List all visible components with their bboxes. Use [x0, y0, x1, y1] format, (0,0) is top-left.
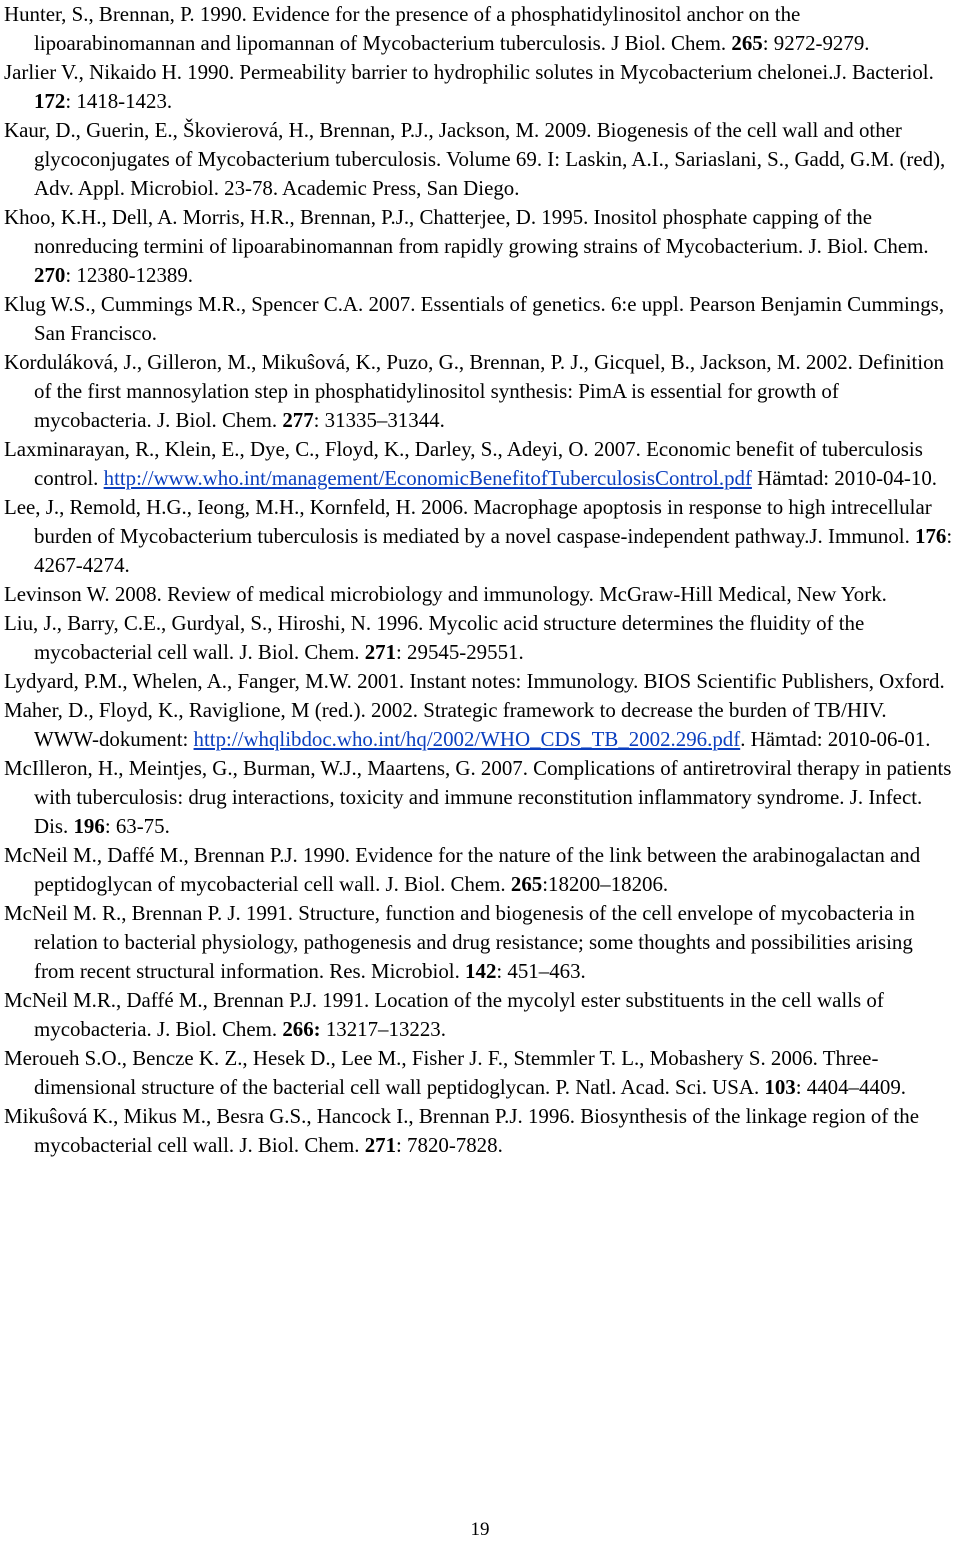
page-number: 19 — [470, 1519, 490, 1540]
reference-entry: Laxminarayan, R., Klein, E., Dye, C., Floyd, K., Darley, S., Adeyi, O. 2007. Economic benefit of tuberculosis control. http://www.who.int/management/EconomicBenefitofTuberculosisControl.pdf Hämtad: 2010-04-10. — [4, 437, 937, 490]
reference-entry: Lydyard, P.M., Whelen, A., Fanger, M.W. 2001. Instant notes: Immunology. BIOS Scientific Publishers, Oxford. — [4, 669, 945, 693]
reference-entry: Mikuŝová K., Mikus M., Besra G.S., Hancock I., Brennan P.J. 1996. Biosynthesis of the linkage region of the mycobacterial cell wall. J. Biol. Chem. 271: 7820-7828. — [4, 1104, 920, 1157]
reference-entry: McIlleron, H., Meintjes, G., Burman, W.J., Maartens, G. 2007. Complications of antiretroviral therapy in patients with tuberculosis: drug interactions, toxicity and immune reconstitution inflammatory syndrome. J. Infect. Dis. 196: 63-75. — [4, 756, 952, 838]
reference-link[interactable]: http://whqlibdoc.who.int/hq/2002/WHO_CDS_TB_2002.296.pdf — [193, 727, 741, 751]
reference-entry: McNeil M., Daffé M., Brennan P.J. 1990. Evidence for the nature of the link between the arabinogalactan and peptidoglycan of mycobacterial cell wall. J. Biol. Chem. 265:18200–18206. — [4, 843, 921, 896]
reference-entry: Khoo, K.H., Dell, A. Morris, H.R., Brennan, P.J., Chatterjee, D. 1995. Inositol phosphate capping of the nonreducing termini of lipoarabinomannan from rapidly growing strains of Mycobacterium. J. Biol. Chem. 270: 12380-12389. — [4, 205, 929, 287]
reference-entry: Liu, J., Barry, C.E., Gurdyal, S., Hiroshi, N. 1996. Mycolic acid structure determines the fluidity of the mycobacterial cell wall. J. Biol. Chem. 271: 29545-29551. — [4, 611, 865, 664]
reference-entry: Korduláková, J., Gilleron, M., Mikuŝová, K., Puzo, G., Brennan, P. J., Gicquel, B., Jackson, M. 2002. Definition of the first mannosylation step in phosphatidylinositol synthesis: PimA is essential for growth of mycobacteria. J. Biol. Chem. 277: 31335–31344. — [4, 350, 944, 432]
reference-list — [4, 0, 954, 1160]
reference-entry: Klug W.S., Cummings M.R., Spencer C.A. 2007. Essentials of genetics. 6:e uppl. Pearson Benjamin Cummings, San Francisco. — [4, 292, 945, 345]
reference-entry: Lee, J., Remold, H.G., Ieong, M.H., Kornfeld, H. 2006. Macrophage apoptosis in response to high intrecellular burden of Mycobacterium tuberculosis is mediated by a novel caspase-independent pathway.J. Immunol. 176: 4267-4274. — [4, 495, 953, 577]
reference-entry: McNeil M. R., Brennan P. J. 1991. Structure, function and biogenesis of the cell envelope of mycobacteria in relation to bacterial physiology, pathogenesis and drug resistance; some thoughts and possibilities arising from recent structural information. Res. Microbiol. 142: 451–463. — [4, 901, 915, 983]
reference-entry: Hunter, S., Brennan, P. 1990. Evidence for the presence of a phosphatidylinositol anchor on the lipoarabinomannan and lipomannan of Mycobacterium tuberculosis. J Biol. Chem. 265: 9272-9279. — [4, 2, 870, 55]
reference-entry: McNeil M.R., Daffé M., Brennan P.J. 1991. Location of the mycolyl ester substituents in the cell walls of mycobacteria. J. Biol. Chem. 266: 13217–13223. — [4, 988, 884, 1041]
reference-entry: Kaur, D., Guerin, E., Škovierová, H., Brennan, P.J., Jackson, M. 2009. Biogenesis of the cell wall and other glycoconjugates of Mycobacterium tuberculosis. Volume 69. I: Laskin, A.I., Sariaslani, S., Gadd, G.M. (red), Adv. Appl. Microbiol. 23-78. Academic Press, San Diego. — [4, 118, 946, 200]
reference-entry: Jarlier V., Nikaido H. 1990. Permeability barrier to hydrophilic solutes in Mycobacterium chelonei.J. Bacteriol. 172: 1418-1423. — [4, 60, 934, 113]
reference-entry: Maher, D., Floyd, K., Raviglione, M (red.). 2002. Strategic framework to decrease the burden of TB/HIV. WWW-dokument: http://whqlibdoc.who.int/hq/2002/WHO_CDS_TB_2002.296.pdf. Hämtad: 2010-06-01. — [4, 698, 931, 751]
reference-link[interactable]: http://www.who.int/management/EconomicBenefitofTuberculosisControl.pdf — [103, 466, 752, 490]
reference-entry: Meroueh S.O., Bencze K. Z., Hesek D., Lee M., Fisher J. F., Stemmler T. L., Mobashery S. 2006. Three-dimensional structure of the bacterial cell wall peptidoglycan. P. Natl. Acad. Sci. USA. 103: 4404–4409. — [4, 1046, 907, 1099]
reference-entry: Levinson W. 2008. Review of medical microbiology and immunology. McGraw-Hill Medical, New York. — [4, 582, 887, 606]
